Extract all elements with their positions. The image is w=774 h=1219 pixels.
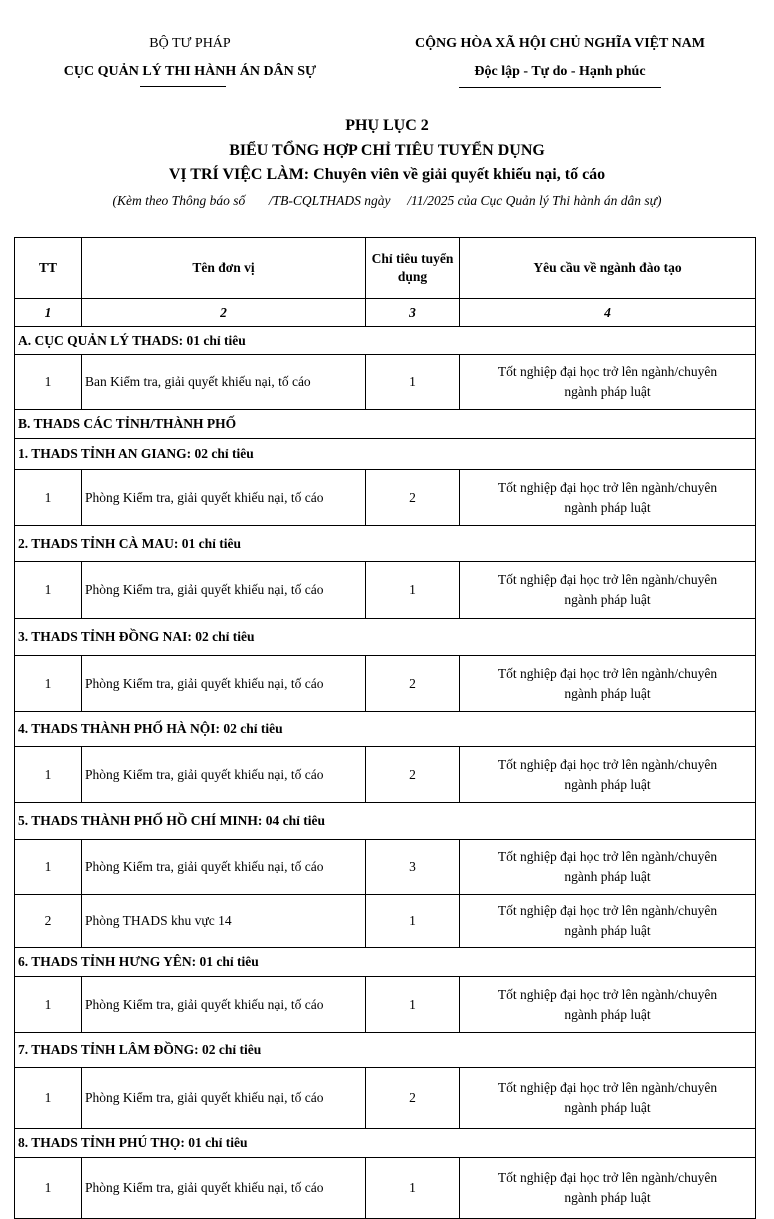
row-requirement — [460, 977, 756, 1033]
requirement-line-1: Tốt nghiệp đại học trở lên ngành/chuyên — [497, 986, 718, 1002]
section-title: B. THADS CÁC TỈNH/THÀNH PHỐ — [15, 410, 756, 439]
requirement-line-1: Tốt nghiệp đại học trở lên ngành/chuyên — [497, 364, 718, 379]
country-motto: Độc lập - Tự do - Hạnh phúc — [474, 64, 646, 79]
position-title: VỊ TRÍ VIỆC LÀM: Chuyên viên về giải quyết khiếu nại, tố cáo — [168, 166, 606, 183]
table-header-row — [15, 238, 756, 299]
header-tt: TT — [15, 238, 82, 299]
row-unit: Phòng Kiểm tra, giải quyết khiếu nại, tố cáo — [82, 562, 366, 619]
row-quota: 2 — [366, 656, 460, 712]
section-title: 1. THADS TỈNH AN GIANG: 02 chỉ tiêu — [15, 439, 756, 470]
header-requirement: Yêu cầu về ngành đào tạo — [460, 238, 756, 299]
section-title: 7. THADS TỈNH LÂM ĐỒNG: 02 chỉ tiêu — [15, 1033, 756, 1068]
requirement-line-1: Tốt nghiệp đại học trở lên ngành/chuyên — [497, 849, 718, 864]
country-name: CỘNG HÒA XÃ HỘI CHỦ NGHĨA VIỆT NAM — [414, 36, 705, 51]
section-title: 3. THADS TỈNH ĐỒNG NAI: 02 chỉ tiêu — [15, 619, 756, 656]
row-requirement — [460, 1158, 756, 1219]
requirement-line-1: Tốt nghiệp đại học trở lên ngành/chuyên — [497, 1170, 718, 1185]
header-quota: Chỉ tiêu tuyển dụng — [366, 238, 460, 299]
table-row — [15, 895, 756, 948]
row-tt: 1 — [15, 470, 82, 526]
requirement-line-2: ngành pháp luật — [564, 1190, 651, 1205]
header-unit: Tên đơn vị — [82, 238, 366, 299]
row-requirement — [460, 747, 756, 803]
section-title: A. CỤC QUẢN LÝ THADS: 01 chỉ tiêu — [15, 327, 756, 355]
row-requirement — [460, 1068, 756, 1129]
row-tt: 1 — [15, 840, 82, 895]
table-row — [15, 656, 756, 712]
requirement-line-2: ngành pháp luật — [564, 869, 651, 884]
row-unit: Phòng Kiểm tra, giải quyết khiếu nại, tố cáo — [82, 656, 366, 712]
section-title: 2. THADS TỈNH CÀ MAU: 01 chỉ tiêu — [15, 526, 756, 562]
attachment-note: (Kèm theo Thông báo số /TB-CQLTHADS ngày /11/2025 của Cục Quản lý Thi hành án dân sự) — [112, 193, 662, 208]
section-row — [15, 1129, 756, 1158]
requirement-line-2: ngành pháp luật — [564, 1100, 651, 1115]
requirement-line-1: Tốt nghiệp đại học trở lên ngành/chuyên — [497, 756, 718, 772]
row-unit: Phòng Kiểm tra, giải quyết khiếu nại, tố cáo — [82, 840, 366, 895]
requirement-line-1: Tốt nghiệp đại học trở lên ngành/chuyên — [497, 1080, 718, 1095]
row-tt: 2 — [15, 895, 82, 948]
row-tt: 1 — [15, 977, 82, 1033]
row-quota: 1 — [366, 895, 460, 948]
row-unit: Phòng Kiểm tra, giải quyết khiếu nại, tố cáo — [82, 1158, 366, 1219]
column-number-row — [15, 299, 756, 327]
colnum-3: 3 — [366, 299, 460, 327]
row-unit: Ban Kiểm tra, giải quyết khiếu nại, tố cáo — [82, 355, 366, 410]
requirement-line-1: Tốt nghiệp đại học trở lên ngành/chuyên — [497, 572, 718, 587]
row-tt: 1 — [15, 1068, 82, 1129]
section-row — [15, 948, 756, 977]
section-row — [15, 526, 756, 562]
department-name: CỤC QUẢN LÝ THI HÀNH ÁN DÂN SỰ — [63, 64, 317, 79]
row-quota: 1 — [366, 562, 460, 619]
row-quota: 2 — [366, 1068, 460, 1129]
left-underline — [140, 86, 226, 87]
row-requirement — [460, 840, 756, 895]
row-unit: Phòng Kiểm tra, giải quyết khiếu nại, tố cáo — [82, 1068, 366, 1129]
table-row — [15, 840, 756, 895]
section-title: 8. THADS TỈNH PHÚ THỌ: 01 chỉ tiêu — [15, 1129, 756, 1158]
row-requirement — [460, 355, 756, 410]
row-quota: 2 — [366, 747, 460, 803]
requirement-line-1: Tốt nghiệp đại học trở lên ngành/chuyên — [497, 479, 718, 495]
table-row — [15, 562, 756, 619]
row-quota: 1 — [366, 1158, 460, 1219]
colnum-1: 1 — [15, 299, 82, 327]
row-quota: 1 — [366, 355, 460, 410]
row-tt: 1 — [15, 355, 82, 410]
section-row — [15, 410, 756, 439]
ministry-name: BỘ TƯ PHÁP — [149, 36, 231, 51]
requirement-line-2: ngành pháp luật — [564, 1006, 651, 1022]
row-quota: 1 — [366, 977, 460, 1033]
document-title: BIỂU TỔNG HỢP CHỈ TIÊU TUYỂN DỤNG — [229, 142, 545, 159]
section-row — [15, 327, 756, 355]
requirement-line-2: ngành pháp luật — [564, 499, 651, 515]
row-unit: Phòng Kiểm tra, giải quyết khiếu nại, tố cáo — [82, 977, 366, 1033]
row-requirement — [460, 895, 756, 948]
appendix-title: PHỤ LỤC 2 — [345, 117, 429, 134]
row-requirement — [460, 562, 756, 619]
section-row — [15, 803, 756, 840]
row-quota: 3 — [366, 840, 460, 895]
requirement-line-2: ngành pháp luật — [564, 685, 651, 701]
row-quota: 2 — [366, 470, 460, 526]
table-row — [15, 1068, 756, 1129]
row-tt: 1 — [15, 656, 82, 712]
requirement-line-2: ngành pháp luật — [564, 384, 651, 399]
right-underline — [459, 87, 661, 88]
section-row — [15, 712, 756, 747]
colnum-2: 2 — [82, 299, 366, 327]
section-title: 4. THADS THÀNH PHỐ HÀ NỘI: 02 chỉ tiêu — [15, 712, 756, 747]
requirement-line-2: ngành pháp luật — [564, 592, 651, 607]
section-title: 6. THADS TỈNH HƯNG YÊN: 01 chỉ tiêu — [15, 948, 756, 977]
colnum-4: 4 — [460, 299, 756, 327]
row-unit: Phòng THADS khu vực 14 — [82, 895, 366, 948]
table-row — [15, 747, 756, 803]
row-unit: Phòng Kiểm tra, giải quyết khiếu nại, tố cáo — [82, 470, 366, 526]
table-row — [15, 470, 756, 526]
section-title: 5. THADS THÀNH PHỐ HỒ CHÍ MINH: 04 chỉ tiêu — [15, 803, 756, 840]
requirement-line-2: ngành pháp luật — [564, 776, 651, 792]
section-row — [15, 439, 756, 470]
table-row — [15, 1158, 756, 1219]
requirement-line-1: Tốt nghiệp đại học trở lên ngành/chuyên — [497, 665, 718, 681]
section-row — [15, 1033, 756, 1068]
table-row — [15, 977, 756, 1033]
row-requirement — [460, 656, 756, 712]
row-tt: 1 — [15, 1158, 82, 1219]
requirement-line-1: Tốt nghiệp đại học trở lên ngành/chuyên — [497, 903, 718, 918]
requirement-line-2: ngành pháp luật — [564, 923, 651, 938]
section-row — [15, 619, 756, 656]
quota-table — [14, 237, 756, 1219]
row-unit: Phòng Kiểm tra, giải quyết khiếu nại, tố cáo — [82, 747, 366, 803]
row-requirement — [460, 470, 756, 526]
row-tt: 1 — [15, 562, 82, 619]
table-row — [15, 355, 756, 410]
row-tt: 1 — [15, 747, 82, 803]
